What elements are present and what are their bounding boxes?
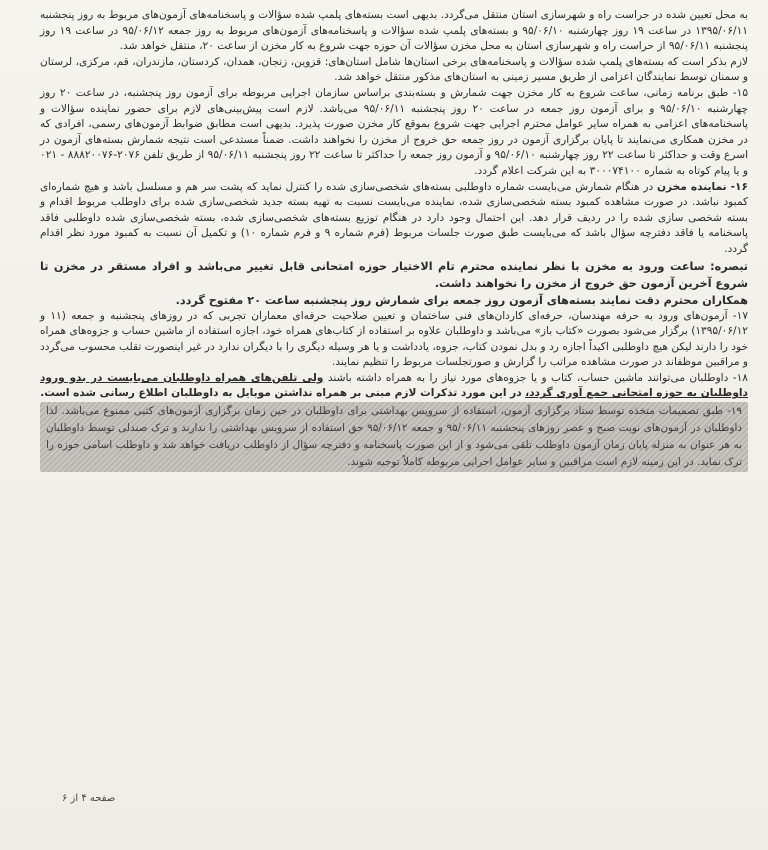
page-number: صفحه ۴ از ۶ bbox=[62, 793, 116, 804]
item-16-text: در هنگام شمارش می‌بایست شماره داوطلبی بسته‌های شخصی‌سازی شده را کنترل نماید که پشت سر هم و مسلسل باشد و هیچ شماره‌ای کمبود نباشد. در صورت مشاهده کمبود بسته شخصی‌سازی شده، نماینده می‌بایست نسبت به تهیه بسته جدید شخصی‌سازی شده برای داوطلب مربوط اقدام و بسته شخصی سازی شده را در ردیف قرار دهد. این احتمال وجود دارد در هنگام توزیع بسته‌های شخصی‌سازی شده، بسته شخصی‌سازی شده داوطلبی فاقد پاسخنامه یا فاقد دفترچه سؤال باشد که می‌بایست طبق صورت جلسات مربوط (فرم شماره ۹ و فرم شماره ۱۰) و تکمیل آن نسبت به کمبود مورد نظر اقدام گردد. bbox=[40, 180, 749, 255]
item-16 bbox=[40, 180, 748, 258]
paragraph-provinces-note: لازم بذکر است که بسته‌های پلمپ شده سؤالات و پاسخنامه‌های برخی استان‌ها شامل استان‌های: قزوین، زنجان، همدان، کردستان، مازندران، قم، مرکزی، لرستان و سمنان توسط نمایندگان اعزامی از طریق مسیر زمینی به استان‌های مذکور منتقل خواهد شد. bbox=[40, 55, 748, 84]
item-18-underlined: ولی تلفن‌های همراه داوطلبان می‌بایست در بدو ورود داوطلبان به حوزه امتحانی جمع آوری گردد، bbox=[40, 371, 748, 400]
document-body bbox=[40, 8, 748, 472]
note-box: تبصره: ساعت ورود به مخزن با نظر نماینده محترم تام الاختیار حوزه امتحانی قابل تغییر می‌باشد و افراد مستقر در مخزن تا شروع آخرین آزمون حق خروج از مخزن را نخواهند داشت. bbox=[40, 259, 748, 290]
item-18 bbox=[40, 371, 748, 402]
item-18-part-c: در این مورد تذکرات لازم مبنی بر همراه نداشتن موبایل به داوطلبان اطلاع رسانی شده است. bbox=[40, 387, 522, 400]
paragraph-transfer: به محل تعیین شده در حراست راه و شهرسازی استان منتقل می‌گردد. بدیهی است بسته‌های پلمپ شده سؤالات و پاسخنامه‌های آزمون‌های مربوط به روز پنجشنبه ۱۳۹۵/۰۶/۱۱ در ساعت ۱۹ روز چهارشنبه ۹۵/۰۶/۱۰ و بسته‌های پلمپ شده سؤالات و پاسخنامه‌های آزمون‌های مربوط به روز جمعه ۹۵/۰۶/۱۲ در ساعت ۱۹ روز پنجشنبه ۹۵/۰۶/۱۱ از حراست راه و شهرسازی استان به محل مخزن سؤالات آن حوزه جهت شروع به کار مخزن از ساعت ۲۰، منتقل خواهد شد. bbox=[40, 9, 749, 53]
item-16-heading: ۱۶- نماینده مخزن bbox=[656, 180, 748, 193]
item-15: ۱۵- طبق برنامه زمانی، ساعت شروع به کار مخزن جهت شمارش و بسته‌بندی براساس سازمان اجرایی مربوطه برای آزمون روز پنجشنبه، در ساعت ۲۰ روز چهارشنبه ۹۵/۰۶/۱۰ و برای آزمون روز جمعه در ساعت ۲۰ روز پنجشنبه ۹۵/۰۶/۱۱ می‌باشد. لازم است پیش‌بینی‌های لازم برای حضور نماینده سؤالات و پاسخنامه‌های اعزامی به همراه سایر عوامل محترم اجرایی جهت شروع بموقع کار مخزن صورت پذیرد. بدیهی است مطابق ضوابط آزمون‌های رسمی، افرادی که در مخزن همکاری می‌نمایند تا پایان برگزاری آزمون در روز جمعه حق خروج از مخزن را نخواهند داشت. ضمناً مستدعی است نتیجه شمارش بسته‌های آزمون در اسرع وقت و حداکثر تا ساعت ۲۲ روز چهارشنبه ۹۵/۰۶/۱۰ و آزمون روز جمعه را حداکثر تا ساعت ۲۲ روز پنجشنبه ۹۵/۰۶/۱۱ از طریق تلفن ۲۰۷۶-۸۸۸۲۰۰۷۶ - ۰۲۱ و یا پیام کوتاه به شماره ۳۰۰۰۷۴۱۰۰ به این شرکت اعلام گردد. bbox=[40, 86, 749, 177]
item-19-highlighted: ۱۹- طبق تصمیمات متخذه توسط ستاد برگزاری آزمون، استفاده از سرویس بهداشتی برای داوطلبان در حین زمان برگزاری آزمون‌های کتبی ممنوع می‌باشد. لذا داوطلبان در آزمون‌های نوبت صبح و عصر روزهای پنجشنبه ۹۵/۰۶/۱۱ و جمعه ۹۵/۰۶/۱۲ حق استفاده از سرویس بهداشتی را ندارند و ترک صندلی توسط داوطلبان به هر عنوان به منزله پایان زمان آزمون داوطلب تلقی می‌شود و از این صورت پاسخنامه و دفترچه سؤال از داوطلب دریافت خواهد شد و داوطلب اسامی حوزه را ترک نماید. در این زمینه لازم است مراقبین و سایر عوامل اجرایی مربوطه کاملاً توجیه شوند. bbox=[40, 402, 748, 472]
item-17: ۱۷- آزمون‌های ورود به حرفه مهندسان، حرفه‌ای کاردان‌های فنی ساختمان و تعیین صلاحیت حرفه‌ای معماران تجربی که در روزهای پنجشنبه و جمعه (۱۱ و ۱۳۹۵/۰۶/۱۲) برگزار می‌شود بصورت «کتاب باز» می‌باشد و داوطلبان علاوه بر استفاده از کتاب‌های همراه خود، اجازه استفاده از ماشین حساب و جزوه‌های همراه خود را دارند لیکن هیچ داوطلبی اکیداً اجازه رد و بدل نمودن کتاب، جزوه، یادداشت و یا هر وسیله دیگری را با دیگران ندارد در غیر اینصورت تقلب محسوب می‌گردد و مراقبین موظفاند در صورت مشاهده مراتب را گزارش و صورتجلسات مربوط را تنظیم نمایند. bbox=[40, 309, 749, 369]
note-colleagues: همکاران محترم دقت نمایند بسته‌های آزمون روز جمعه برای شمارش روز پنجشنبه ساعت ۲۰ مفتوح گردد. bbox=[175, 293, 748, 307]
item-18-part-a: ۱۸- داوطلبان می‌توانند ماشین حساب، کتاب و یا جزوه‌های مورد نیاز را به همراه داشته باشند bbox=[327, 371, 748, 384]
